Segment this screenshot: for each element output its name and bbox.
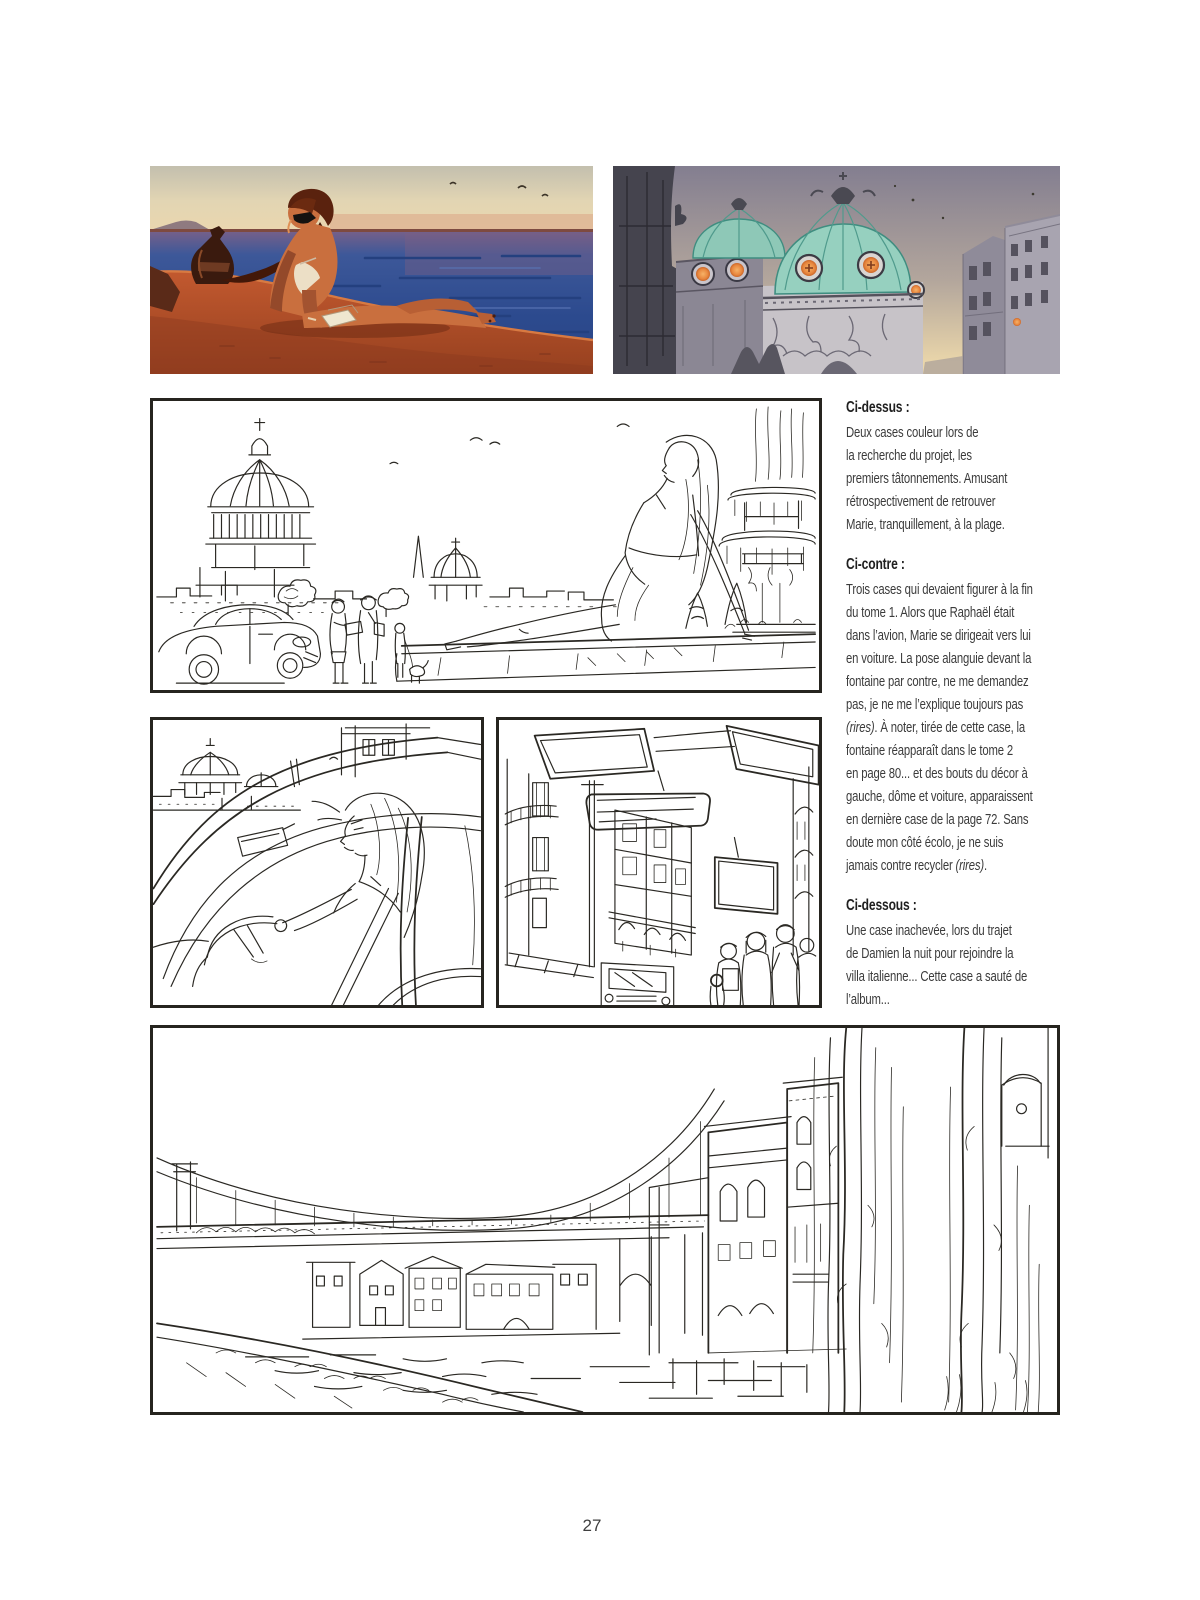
pedestrians [330, 596, 428, 683]
driving-pencil-panel [150, 717, 484, 1008]
left-building [505, 759, 593, 977]
blank-sign [715, 838, 778, 914]
caption-above-body: Deux cases couleur lors de la recherche du projet, les premiers tâtonnements. Amusant rétrospectivement de retrouver Marie, tranquillement, à la plage. [846, 425, 1008, 533]
caption-above-heading: Ci-dessus : [846, 399, 910, 416]
caption-below-heading: Ci-dessous : [846, 897, 917, 914]
caption-opposite-heading: Ci-contre : [846, 556, 905, 573]
bridge-pencil-panel [150, 1025, 1060, 1415]
caption-opposite-body: Trois cases qui devaient figurer à la fin du tome 1. Alors que Raphaël était dans l’avion, Marie se dirigeait vers lui en voiture. La pose alanguie devant la fontaine par contre, ne me demandez pas, je ne me l’explique toujours pas (rires). À noter, tirée de cette case, la fontaine réapparaît dans le tome 2 en page 80... et des bouts du décor à gauche, dôme et voiture, apparaissent en dernière case de la page 72. Sans doute mon côté écolo, je ne suis jamais contre recycler (rires). [846, 582, 1033, 874]
fountain-pencil-panel [150, 398, 822, 693]
beach-color-panel [150, 166, 593, 374]
tall-tree [813, 1028, 904, 1412]
caption-opposite [846, 553, 1060, 878]
caption-above [846, 396, 1060, 537]
steering-wheel [153, 916, 276, 986]
right-building [793, 767, 813, 955]
page-number: 27 [582, 1516, 602, 1535]
bridge-deck [157, 1215, 708, 1335]
corner-turret [1002, 1028, 1049, 1158]
rearview-mirror [586, 771, 710, 830]
caption-below-body: Une case inachevée, lors du trajet de Damien la nuit pour rejoindre la villa italienne... Cette case a sauté de l’album... [846, 923, 1028, 1008]
suspension-cables [157, 1089, 724, 1230]
foreground-bank [157, 1323, 582, 1412]
car [159, 605, 321, 684]
village-houses [303, 1256, 620, 1339]
street-facades [609, 810, 695, 957]
car-frame [153, 738, 480, 1005]
opera-color-panel [613, 166, 1060, 374]
fountain [719, 407, 815, 632]
van [601, 963, 673, 1005]
caption-below [846, 894, 1060, 1012]
st-peters-dome [206, 419, 316, 570]
left-pylon [172, 1162, 198, 1231]
windshield-pencil-panel [496, 717, 822, 1008]
fountain-ledge [395, 634, 815, 681]
car-interior-roof [535, 726, 819, 785]
reclining-woman [445, 435, 755, 665]
lamp-pole [582, 781, 604, 967]
right-tree [945, 1028, 1040, 1412]
door-line [379, 969, 481, 1005]
crowd [710, 925, 816, 1005]
small-dome-church [414, 536, 483, 601]
captions-column [846, 396, 1060, 1012]
